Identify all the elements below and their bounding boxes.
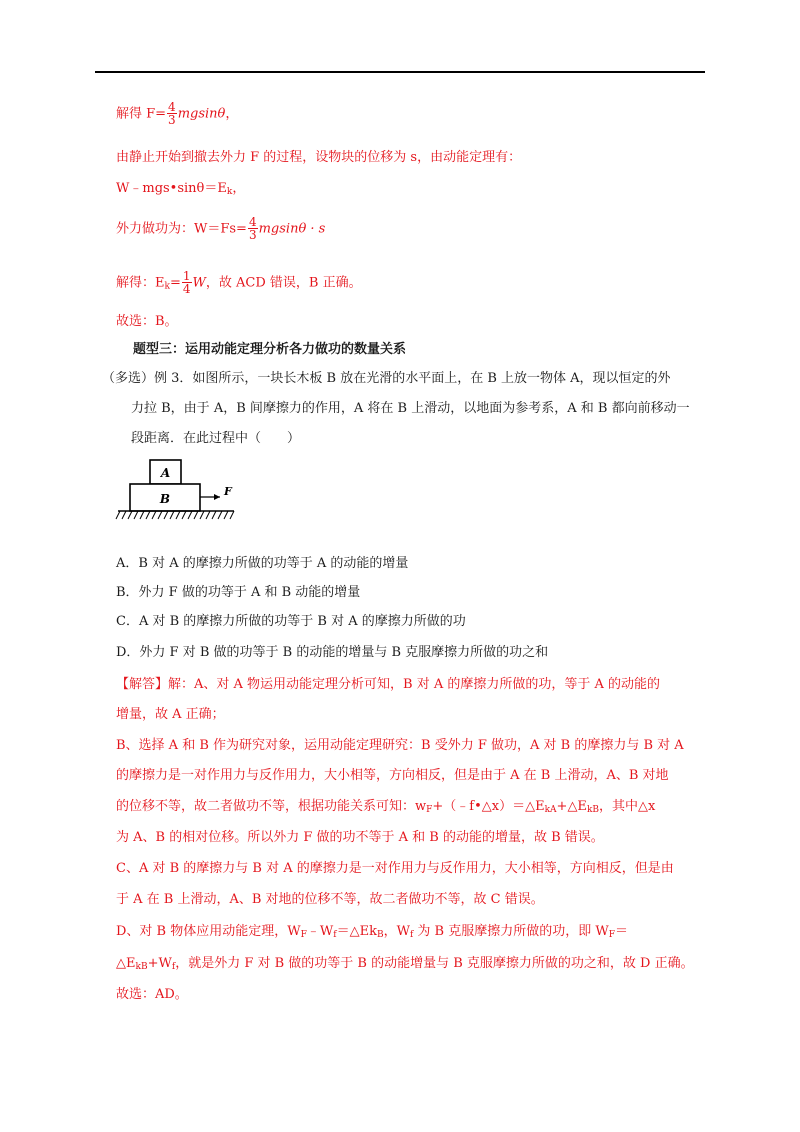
text-span: ， xyxy=(225,106,239,122)
subscript: F xyxy=(608,930,615,940)
label-a: A xyxy=(160,466,171,480)
answer-line: 增量，故 A 正确； xyxy=(116,707,225,722)
subscript: f xyxy=(333,930,337,940)
subscript: kB xyxy=(135,962,148,972)
answer-line: 的摩擦力是一对作用力与反作用力，大小相等，方向相反，但是由于 A 在 B 上滑动，A、B 对地 xyxy=(116,768,669,783)
text-span: ，故 ACD 错误，B 正确。 xyxy=(205,275,362,291)
section-title: 题型三：运用动能定理分析各力做功的数量关系 xyxy=(133,342,407,357)
option-c: C．A 对 B 的摩擦力所做的功等于 B 对 A 的摩擦力所做的功 xyxy=(116,614,466,629)
option-b: B．外力 F 做的功等于 A 和 B 动能的增量 xyxy=(116,585,361,600)
subscript: F xyxy=(426,805,433,815)
answer-line xyxy=(116,798,655,819)
answer-line: B、选择 A 和 B 作为研究对象，运用动能定理研究：B 受外力 F 做功，A 对 B 的摩擦力与 B 对 A xyxy=(116,738,684,753)
text-span: ，就是外力 F 对 B 做的功等于 B 的动能增量与 B 克服摩擦力所做的功之和，故 D 正确。 xyxy=(175,956,694,971)
fraction-numerator: 4 xyxy=(168,100,176,114)
subscript: kB xyxy=(586,805,600,815)
text-span: +（﹣f•△x）＝△E xyxy=(432,799,545,814)
text-span: W﹣mgs•sinθ＝E xyxy=(116,181,227,196)
subscript: B xyxy=(376,930,384,940)
subscript: F xyxy=(300,930,307,940)
answer-line: 为 A、B 的相对位移。所以外力 F 做的功不等于 A 和 B 的动能的增量，故 B 错误。 xyxy=(116,830,604,845)
fraction xyxy=(167,101,177,127)
question-line: 段距离．在此过程中（ ） xyxy=(131,431,301,446)
answer-line: C、A 对 B 的摩擦力与 B 对 A 的摩擦力是一对作用力与反作用力，大小相等，方向相反，但是由 xyxy=(116,861,674,876)
subscript: f xyxy=(409,930,414,940)
text-span: ，其中△x xyxy=(599,799,656,814)
label-f: F xyxy=(224,485,232,498)
fraction-denominator: 4 xyxy=(182,282,191,296)
text-span: 的位移不等，故二者做功不等，根据功能关系可知：w xyxy=(116,799,427,814)
answer-final-choice: 故选：AD。 xyxy=(116,987,188,1002)
subscript: k xyxy=(164,281,170,292)
solution-line-result xyxy=(116,270,362,296)
label-b: B xyxy=(159,492,171,506)
text-span: +△E xyxy=(556,799,587,814)
text-span: △E xyxy=(116,956,136,971)
fraction-numerator: 4 xyxy=(248,215,257,229)
formula-text: mgsinθ xyxy=(177,106,226,122)
text-span: ＝△Ek xyxy=(336,924,377,939)
fraction-denominator: 3 xyxy=(248,228,257,242)
fraction xyxy=(182,270,192,296)
text-span: ﹣W xyxy=(306,924,334,939)
formula-text: · s xyxy=(306,221,326,237)
text-span: 解：A、对 A 物运用动能定理分析可知，B 对 A 的摩擦力所做的功，等于 A 的动能的 xyxy=(168,677,661,692)
answer-line: 于 A 在 B 上滑动，A、B 对地的位移不等，故二者做功不等，故 C 错误。 xyxy=(116,892,544,907)
answer-line xyxy=(116,676,660,694)
solution-line-force xyxy=(116,101,238,127)
solution-line-work xyxy=(116,216,325,242)
fraction xyxy=(248,216,258,242)
text-span: 为 B 克服摩擦力所做的功，即 W xyxy=(413,924,609,939)
block-diagram xyxy=(114,457,239,531)
text-span: D、对 B 物体应用动能定理，W xyxy=(116,924,301,939)
header-rule xyxy=(95,71,705,73)
answer-line xyxy=(116,923,628,944)
option-a: A．B 对 A 的摩擦力所做的功等于 A 的动能的增量 xyxy=(116,556,409,571)
solution-line-process: 由静止开始到撤去外力 F 的过程，设物块的位移为 s，由动能定理有： xyxy=(116,150,522,165)
text-span: ＝ xyxy=(615,924,629,939)
question-line: （多选）例 3．如图所示，一块长木板 B 放在光滑的水平面上，在 B 上放一物体 A，现以恒定的外 xyxy=(102,371,671,386)
text-span: = xyxy=(169,275,181,291)
block-diagram-svg xyxy=(114,457,239,527)
option-d: D．外力 F 对 B 做的功等于 B 的动能的增量与 B 克服摩擦力所做的功之和 xyxy=(116,645,549,660)
question-line: 力拉 B，由于 A，B 间摩擦力的作用，A 将在 B 上滑动，以地面为参考系，A 和 B 都向前移动一 xyxy=(131,401,690,416)
formula-text: W xyxy=(192,275,206,291)
solution-line-choice: 故选：B。 xyxy=(116,314,178,329)
solution-line-energy-equation xyxy=(116,180,245,201)
text-span: 外力做功为：W＝Fs= xyxy=(116,221,247,237)
fraction-numerator: 1 xyxy=(182,269,191,283)
formula-text: mgsinθ xyxy=(258,221,307,237)
text-span: 解得 F= xyxy=(116,106,167,122)
subscript: k xyxy=(226,187,233,197)
force-arrow-head xyxy=(214,494,220,500)
text-span: ，W xyxy=(383,924,410,939)
subscript: f xyxy=(171,962,176,972)
answer-line xyxy=(116,955,694,976)
subscript: kA xyxy=(544,805,557,815)
text-span: +W xyxy=(147,956,172,971)
text-span: ， xyxy=(232,181,246,196)
text-span: 解得：E xyxy=(116,275,165,291)
fraction-denominator: 3 xyxy=(168,113,176,127)
answer-tag: 【解答】 xyxy=(116,677,169,692)
ground-hatching xyxy=(116,511,234,519)
